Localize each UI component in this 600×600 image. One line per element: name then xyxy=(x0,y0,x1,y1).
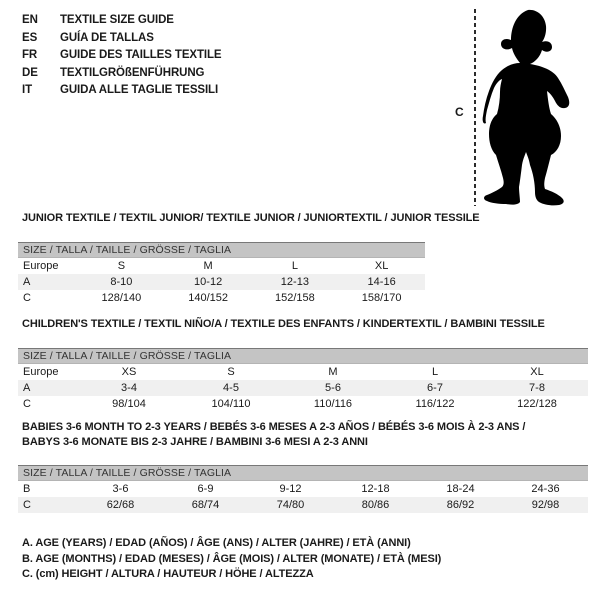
language-label: GUÍA DE TALLAS xyxy=(60,31,154,44)
table-row xyxy=(18,380,588,396)
baby-silhouette-icon xyxy=(482,8,584,208)
language-code: IT xyxy=(22,84,33,96)
row-label: C xyxy=(23,499,31,511)
language-label: TEXTILE SIZE GUIDE xyxy=(60,14,174,26)
size-cell: 12-18 xyxy=(361,483,390,495)
size-header-band: SIZE / TALLA / TAILLE / GRÖSSE / TAGLIA xyxy=(18,348,588,364)
size-cell: 92/98 xyxy=(531,499,560,511)
junior-textile-table xyxy=(18,211,480,306)
row-label: C xyxy=(23,292,31,304)
language-code: EN xyxy=(22,14,38,26)
table-title-block xyxy=(18,211,480,226)
table-row xyxy=(18,258,425,274)
table-title: JUNIOR TEXTILE / TEXTIL JUNIOR/ TEXTILE JUNIOR / JUNIORTEXTIL / JUNIOR TESSILE xyxy=(22,212,480,224)
size-cell: 10-12 xyxy=(194,276,223,288)
size-cell: 152/158 xyxy=(274,292,315,304)
table-row xyxy=(18,497,588,513)
size-cell: 24-36 xyxy=(531,483,560,495)
row-label: Europe xyxy=(23,260,59,272)
size-cell: 98/104 xyxy=(112,398,146,410)
size-cell: M xyxy=(203,260,213,272)
size-cell: 116/122 xyxy=(415,398,455,410)
size-cell: 4-5 xyxy=(223,382,239,394)
size-cell: 80/86 xyxy=(361,499,390,511)
table-row xyxy=(18,274,425,290)
table-title: BABIES 3-6 MONTH TO 2-3 YEARS / BEBÉS 3-6 MESES A 2-3 AÑOS / BÉBÉS 3-6 MOIS À 2-3 ANS / xyxy=(22,421,526,433)
table-title-block xyxy=(18,420,588,450)
size-cell: S xyxy=(117,260,126,272)
row-label: A xyxy=(23,276,31,288)
size-cell: 18-24 xyxy=(446,483,475,495)
footnote-line: A. AGE (YEARS) / EDAD (AÑOS) / ÂGE (ANS) / ALTER (JAHRE) / ETÀ (ANNI) xyxy=(22,537,411,549)
size-cell: 3-6 xyxy=(112,483,129,495)
size-header-band: SIZE / TALLA / TAILLE / GRÖSSE / TAGLIA xyxy=(18,465,588,481)
language-code: DE xyxy=(22,66,38,79)
childrens-textile-table xyxy=(18,317,588,412)
size-cell: 74/80 xyxy=(276,499,305,511)
size-cell: 7-8 xyxy=(529,382,545,394)
size-cell: 6-7 xyxy=(427,382,443,394)
footnotes xyxy=(22,536,441,583)
row-label: B xyxy=(23,483,31,495)
size-cell: 158/170 xyxy=(361,292,402,304)
language-code: ES xyxy=(22,31,38,44)
language-label: GUIDE DES TAILLES TEXTILE xyxy=(60,49,222,61)
language-label: TEXTILGRÖßENFÜHRUNG xyxy=(60,66,205,79)
size-cell: 6-9 xyxy=(197,483,214,495)
size-cell: S xyxy=(227,366,235,378)
language-row xyxy=(22,30,222,48)
size-cell: 12-13 xyxy=(280,276,309,288)
size-cell: L xyxy=(291,260,298,272)
table-title-block xyxy=(18,317,588,332)
language-row xyxy=(22,65,222,83)
row-label: A xyxy=(23,382,31,394)
row-label: Europe xyxy=(23,366,59,378)
language-row xyxy=(22,12,222,30)
height-measure-label: C xyxy=(455,105,464,119)
size-cell: XL xyxy=(374,260,389,272)
table-title: BABYS 3-6 MONATE BIS 2-3 JAHRE / BAMBINI 3-6 MESI A 2-3 ANNI xyxy=(22,436,368,448)
language-list xyxy=(22,12,222,100)
size-cell: 128/140 xyxy=(101,292,142,304)
language-row xyxy=(22,47,222,65)
size-cell: 5-6 xyxy=(325,382,341,394)
language-code: FR xyxy=(22,49,38,61)
table-title: CHILDREN'S TEXTILE / TEXTIL NIÑO/A / TEXTILE DES ENFANTS / KINDERTEXTIL / BAMBINI TESSILE xyxy=(22,318,545,330)
language-row xyxy=(22,82,222,100)
size-header-band: SIZE / TALLA / TAILLE / GRÖSSE / TAGLIA xyxy=(18,242,425,258)
size-cell: XS xyxy=(121,366,137,378)
size-cell: 68/74 xyxy=(191,499,220,511)
size-cell: 122/128 xyxy=(517,398,557,410)
table-row xyxy=(18,290,425,306)
table-row xyxy=(18,481,588,497)
size-cell: 8-10 xyxy=(110,276,133,288)
height-dashed-line xyxy=(474,9,476,206)
size-cell: 62/68 xyxy=(106,499,135,511)
size-cell: 86/92 xyxy=(446,499,475,511)
size-cell: 110/116 xyxy=(313,398,353,410)
size-cell: 104/110 xyxy=(211,398,251,410)
size-cell: L xyxy=(431,366,439,378)
footnote-line: B. AGE (MONTHS) / EDAD (MESES) / ÂGE (MOIS) / ALTER (MONATE) / ETÀ (MESI) xyxy=(22,552,442,565)
row-label: C xyxy=(23,398,31,410)
size-cell: 14-16 xyxy=(367,276,396,288)
size-cell: XL xyxy=(530,366,544,378)
babies-textile-table xyxy=(18,420,588,513)
table-row xyxy=(18,396,588,412)
language-label: GUIDA ALLE TAGLIE TESSILI xyxy=(60,84,219,96)
size-cell: 140/152 xyxy=(188,292,228,304)
footnote-line: C. (cm) HEIGHT / ALTURA / HAUTEUR / HÖHE / ALTEZZA xyxy=(22,568,314,580)
table-row xyxy=(18,364,588,380)
size-cell: M xyxy=(328,366,338,378)
size-cell: 3-4 xyxy=(121,382,137,394)
size-cell: 9-12 xyxy=(279,483,302,495)
